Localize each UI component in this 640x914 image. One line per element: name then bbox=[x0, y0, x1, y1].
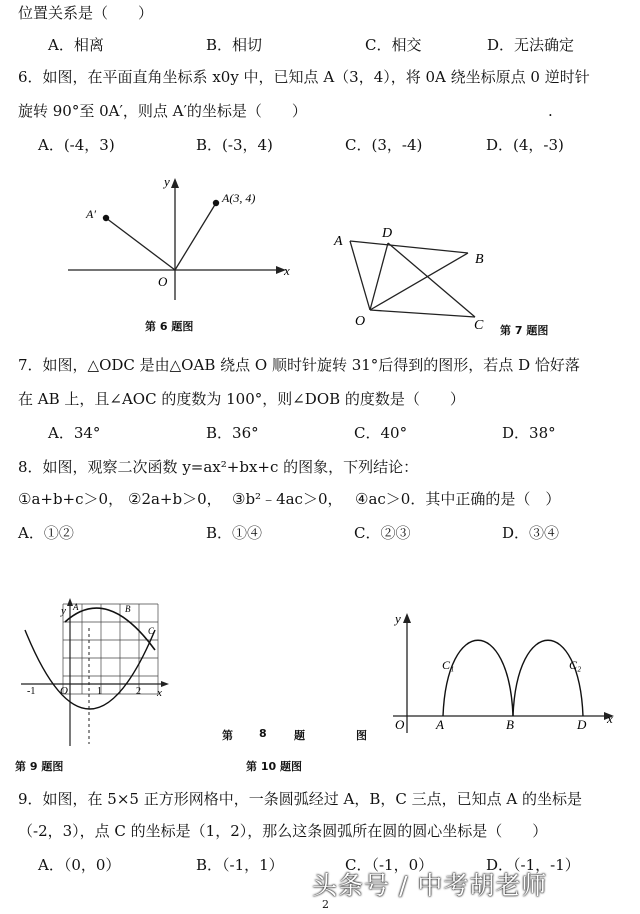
fig7-segment-oc bbox=[370, 310, 475, 317]
fig10-arc-c1 bbox=[443, 640, 513, 716]
fig9-circle-arc bbox=[65, 608, 155, 650]
fig9-label-c: C bbox=[148, 626, 155, 636]
fig8-caption-1: 第 bbox=[222, 729, 233, 742]
fig10-label-c2: C₂ bbox=[569, 658, 582, 672]
fig10-label-o: O bbox=[395, 717, 405, 732]
fig6-y-arrow bbox=[171, 178, 179, 188]
fig10-label-d: D bbox=[577, 717, 587, 732]
fig6-label-a: A(3, 4) bbox=[222, 191, 256, 205]
fig10-arc-c2 bbox=[513, 640, 583, 716]
fig10-caption: 第 10 题图 bbox=[246, 760, 302, 773]
q6-option-a: A．(-4，3) bbox=[38, 136, 115, 154]
fig9-x-arrow bbox=[161, 681, 169, 687]
q9-stem-line1: 9．如图，在 5×5 正方形网格中，一条圆弧经过 A，B，C 三点，已知点 A 的坐标是 bbox=[18, 790, 582, 808]
fig7-label-a: A bbox=[334, 234, 343, 249]
fig9-label-x: x bbox=[157, 687, 162, 699]
fig7-segment-dc bbox=[388, 243, 475, 317]
q9-option-b: B．（-1，1） bbox=[196, 856, 284, 874]
q9-stem-line2: （-2，3），点 C 的坐标是（1，2），那么这条圆弧所在圆的圆心坐标是（ ） bbox=[18, 822, 548, 840]
fig10-label-a: A bbox=[436, 717, 444, 732]
fig6-segment-oa bbox=[175, 203, 216, 270]
q6-option-d: D．(4，-3) bbox=[486, 136, 564, 154]
q8-option-d: D．③④ bbox=[502, 524, 560, 542]
fig9-label-a: A bbox=[73, 602, 79, 612]
fig6-point-a bbox=[213, 200, 219, 206]
fig10-label-b: B bbox=[506, 717, 514, 732]
q9-option-d: D．（-1，-1） bbox=[486, 856, 580, 874]
figure-9 bbox=[15, 588, 185, 750]
fig7-segment-ab bbox=[350, 241, 468, 253]
q5-stem-tail: 位置关系是（ ） bbox=[18, 4, 154, 22]
watermark: 头条号 / 中考胡老师 bbox=[312, 871, 548, 900]
fig7-label-b: B bbox=[475, 252, 484, 267]
q7-option-b: B．36° bbox=[206, 424, 259, 442]
fig7-caption: 第 7 题图 bbox=[500, 324, 549, 337]
q7-option-d: D．38° bbox=[502, 424, 556, 442]
fig9-tick-minus1: -1 bbox=[27, 686, 36, 697]
figure-10 bbox=[385, 605, 620, 745]
q8-option-a: A．①② bbox=[18, 524, 74, 542]
fig9-tick-2: 2 bbox=[136, 686, 141, 697]
q9-option-c: C．（-1，0） bbox=[345, 856, 434, 874]
q6-stem-period: . bbox=[548, 102, 553, 120]
fig10-label-c1: C₁ bbox=[442, 658, 455, 672]
q6-stem-line2: 旋转 90°至 0A′，则点 A′的坐标是（ ） bbox=[18, 102, 307, 120]
q8-option-c: C．②③ bbox=[354, 524, 411, 542]
figure-7 bbox=[328, 215, 503, 335]
fig10-y-arrow bbox=[403, 613, 411, 623]
q8-stem-line1: 8．如图，观察二次函数 y=ax²+bx+c 的图象，下列结论： bbox=[18, 458, 419, 476]
q9-option-a: A．（0，0） bbox=[38, 856, 121, 874]
fig9-tick-1: 1 bbox=[97, 686, 102, 697]
fig8-caption-2: 8 bbox=[259, 727, 267, 740]
fig6-segment-oa-prime bbox=[106, 218, 175, 270]
fig7-label-o: O bbox=[355, 314, 366, 329]
fig8-caption-4: 图 bbox=[356, 729, 367, 742]
q8-conclusion-3: ③b²﹣4ac＞0， bbox=[232, 490, 343, 508]
page-number: 2 bbox=[322, 898, 329, 911]
q6-option-c: C．(3，-4) bbox=[345, 136, 423, 154]
q5-option-d: D．无法确定 bbox=[487, 36, 575, 54]
fig7-segment-ob bbox=[370, 253, 468, 310]
fig6-caption: 第 6 题图 bbox=[145, 320, 194, 333]
fig10-label-y: y bbox=[395, 611, 401, 626]
q8-conclusion-2: ②2a+b＞0， bbox=[128, 490, 222, 508]
fig6-label-y: y bbox=[164, 174, 170, 189]
q8-conclusion-1: ①a+b+c＞0， bbox=[18, 490, 124, 508]
fig9-label-o: O bbox=[60, 685, 68, 697]
fig10-label-x: x bbox=[607, 711, 613, 726]
q7-option-a: A．34° bbox=[48, 424, 101, 442]
q6-stem-line1: 6．如图，在平面直角坐标系 x0y 中，已知点 A（3，4），将 0A 绕坐标原点 0 逆时针 bbox=[18, 68, 590, 86]
fig7-segment-od bbox=[370, 243, 388, 310]
q6-option-b: B．(-3，4) bbox=[196, 136, 273, 154]
fig9-parabola bbox=[25, 630, 155, 709]
fig6-label-a-prime: A′ bbox=[86, 207, 96, 221]
q5-option-b: B．相切 bbox=[206, 36, 263, 54]
fig9-label-b: B bbox=[125, 604, 131, 614]
q7-option-c: C．40° bbox=[354, 424, 408, 442]
fig6-label-x: x bbox=[284, 263, 290, 278]
q5-option-a: A．相离 bbox=[48, 36, 104, 54]
q7-stem-line2: 在 AB 上，且∠AOC 的度数为 100°，则∠DOB 的度数是（ ） bbox=[18, 390, 465, 408]
fig9-label-y: y bbox=[61, 605, 66, 617]
fig6-point-a-prime bbox=[103, 215, 109, 221]
fig9-caption: 第 9 题图 bbox=[15, 760, 64, 773]
fig7-label-c: C bbox=[474, 318, 484, 333]
q5-option-c: C．相交 bbox=[365, 36, 422, 54]
fig6-label-o: O bbox=[158, 274, 168, 289]
fig7-label-d: D bbox=[382, 226, 393, 241]
fig8-caption-3: 题 bbox=[294, 729, 305, 742]
fig7-segment-oa bbox=[350, 241, 370, 310]
q8-option-b: B．①④ bbox=[206, 524, 263, 542]
q8-conclusion-4: ④ac＞0．其中正确的是（ ） bbox=[355, 490, 561, 508]
q7-stem-line1: 7．如图，△ODC 是由△OAB 绕点 O 顺时针旋转 31°后得到的图形，若点 D 恰好落 bbox=[18, 356, 580, 374]
figure-6 bbox=[60, 172, 300, 302]
